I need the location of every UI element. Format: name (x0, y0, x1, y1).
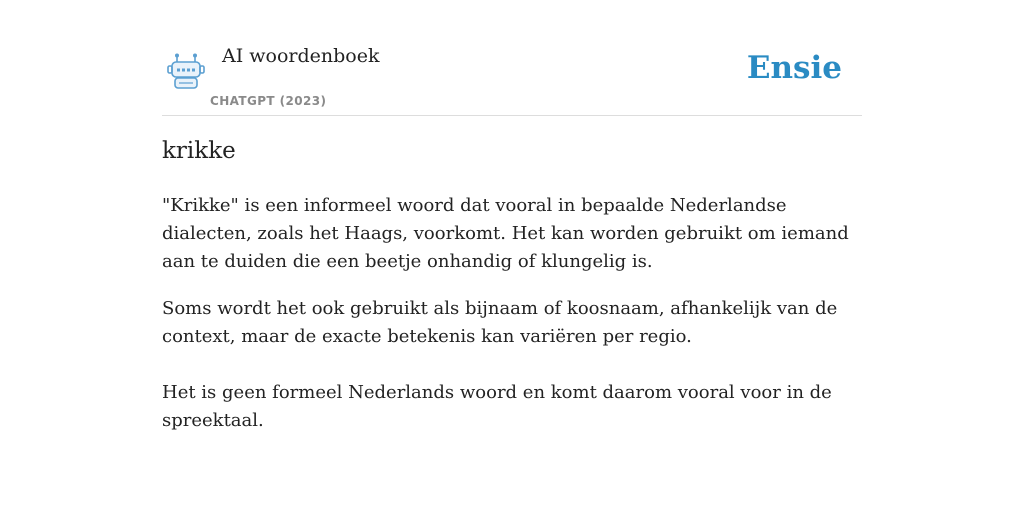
brand-logo[interactable]: Ensie (746, 50, 842, 86)
source-title[interactable]: AI woordenboek (222, 45, 380, 67)
entry-header (162, 0, 862, 116)
definition-paragraph: "Krikke" is een informeel woord dat vooral in bepaalde Nederlandse dialecten, zoals het Haags, voorkomt. Het kan worden gebruikt om iemand aan te duiden die een beetje onhandig of klungelig is. (162, 195, 849, 272)
definition-paragraph: Soms wordt het ook gebruikt als bijnaam of koosnaam, afhankelijk van de context, maar de exacte betekenis kan variëren per regio. (162, 298, 838, 347)
source-subtitle: CHATGPT (2023) (210, 94, 327, 108)
definition-paragraph: Het is geen formeel Nederlands woord en komt daarom vooral voor in de spreektaal. (162, 382, 832, 431)
robot-icon (166, 52, 206, 90)
entry-word: krikke (162, 138, 236, 164)
